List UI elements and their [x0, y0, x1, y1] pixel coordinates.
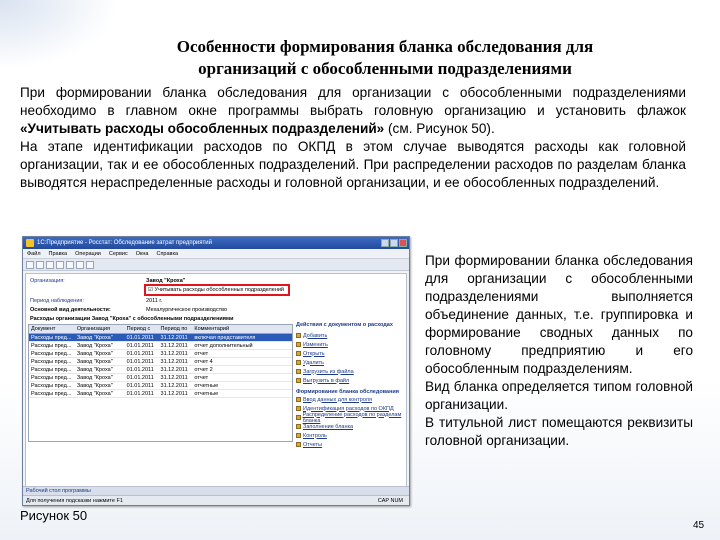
menu-bar	[23, 249, 409, 259]
cell: отчетные	[194, 383, 219, 389]
open-action[interactable]	[296, 349, 404, 358]
toolbar	[23, 259, 409, 271]
cell: Завод "Кроха"	[76, 343, 113, 349]
intro-paragraph	[20, 84, 686, 192]
doc-icon	[296, 433, 301, 438]
cell: Завод "Кроха"	[76, 367, 113, 373]
cell: Расходы пред...	[31, 375, 72, 381]
action-label: Ввод данных для контроля	[303, 396, 372, 403]
program-screenshot	[22, 236, 410, 506]
title-sheet-text: В титульной лист помещаются реквизиты головной организации.	[425, 415, 693, 448]
maximize-icon[interactable]	[390, 239, 398, 247]
cell: 01.01.2011	[126, 335, 154, 341]
action-label: Добавить	[303, 332, 328, 339]
window-titlebar	[23, 237, 409, 249]
edit-action[interactable]	[296, 340, 404, 349]
col-header[interactable]: Период с	[126, 326, 151, 332]
doc-icon	[296, 397, 301, 402]
title-line-1: Особенности формирования бланка обследования для	[176, 37, 594, 56]
action-label: Удалить	[303, 359, 324, 366]
doc-icon	[296, 424, 301, 429]
cell: Завод "Кроха"	[76, 383, 113, 389]
menu-help[interactable]: Справка	[156, 251, 179, 257]
checkbox-label: Учитывать расходы обособленных подразделений	[154, 287, 285, 293]
export-icon	[296, 378, 301, 383]
delete-action[interactable]	[296, 358, 404, 367]
table-row[interactable]	[29, 358, 292, 366]
table-row[interactable]	[29, 350, 292, 358]
cell: 31.12.2011	[160, 343, 188, 349]
doc-icon	[296, 415, 301, 420]
cell: Завод "Кроха"	[76, 375, 113, 381]
desktop-form	[25, 273, 407, 495]
cell: 31.12.2011	[160, 367, 188, 373]
control-data-action[interactable]	[296, 395, 404, 404]
minimize-icon[interactable]	[381, 239, 389, 247]
cell: Расходы пред...	[31, 335, 72, 341]
form-type-text: Вид бланка определяется типом головной организации.	[425, 379, 693, 412]
actions-panel	[296, 322, 404, 492]
table-row[interactable]	[29, 374, 292, 382]
cell: 31.12.2011	[160, 335, 188, 341]
action-label: Заполнение бланка	[303, 423, 354, 430]
cell: 01.01.2011	[126, 359, 154, 365]
cell: 01.01.2011	[126, 391, 154, 397]
import-action[interactable]	[296, 367, 404, 376]
cell: Расходы пред...	[31, 391, 72, 397]
cell: Завод "Кроха"	[76, 351, 113, 357]
slide-title	[95, 36, 675, 80]
doc-icon	[296, 442, 301, 447]
activity-label: Основной вид деятельности:	[30, 307, 111, 313]
cell: отчет 2	[194, 367, 213, 373]
cell: 01.01.2011	[126, 383, 154, 389]
app-logo-icon	[26, 239, 34, 247]
org-label[interactable]: Организация:	[30, 278, 65, 284]
window-title: 1С:Предприятие - Росстат: Обследование затрат предприятий	[37, 240, 212, 246]
reports-action[interactable]	[296, 440, 404, 449]
col-header[interactable]: Комментарий	[194, 326, 230, 332]
actions-title: Действия с документом о расходах	[296, 322, 393, 328]
menu-operations[interactable]: Операции	[75, 251, 101, 257]
cell: 01.01.2011	[126, 343, 154, 349]
action-label: Изменить	[303, 341, 328, 348]
action-label: Отчеты	[303, 441, 323, 448]
cell: 31.12.2011	[160, 391, 188, 397]
cell: 31.12.2011	[160, 375, 188, 381]
col-header[interactable]: Период по	[160, 326, 188, 332]
cell: Расходы пред...	[31, 383, 72, 389]
activity-value: Мехалургическое производство	[146, 307, 228, 313]
action-label: Выгрузить в файл	[303, 377, 350, 384]
delete-icon	[296, 360, 301, 365]
cell: Завод "Кроха"	[76, 335, 113, 341]
cell: отчет	[194, 375, 209, 381]
period-label[interactable]: Период наблюдения:	[30, 298, 84, 304]
cell: Завод "Кроха"	[76, 391, 113, 397]
title-line-2: организаций с обособленными подразделениями	[198, 59, 572, 78]
add-action[interactable]	[296, 331, 404, 340]
expenses-table	[28, 324, 293, 442]
table-row[interactable]	[29, 390, 292, 398]
open-icon[interactable]	[36, 261, 44, 269]
figure-caption: Рисунок 50	[20, 508, 88, 523]
import-icon	[296, 369, 301, 374]
doc-icon	[296, 406, 301, 411]
taskbar	[23, 486, 409, 495]
export-action[interactable]	[296, 376, 404, 385]
new-doc-icon[interactable]	[26, 261, 34, 269]
copy-icon[interactable]	[66, 261, 74, 269]
cell: 31.12.2011	[160, 351, 188, 357]
table-row[interactable]	[29, 334, 292, 342]
cell: включая представителя	[194, 335, 256, 341]
paste-icon[interactable]	[76, 261, 84, 269]
merge-text: При формировании бланка обследования для организации с обособленными подразделениями выполняется объединение данных, т.е. группировка и формирование сводных данных по головному предприятию и его обособленным подразделениям.	[425, 253, 693, 376]
cell: Расходы пред...	[31, 343, 72, 349]
action-label: Загрузить из файла	[303, 368, 354, 375]
menu-file[interactable]: Файл	[27, 251, 41, 257]
form-section-title: Формирование бланка обследования	[296, 389, 399, 395]
period-value: 2011 г.	[146, 298, 163, 304]
cell: отчет 4	[194, 359, 213, 365]
cell: 31.12.2011	[160, 359, 188, 365]
status-hint: Для получения подсказки нажмите F1	[26, 498, 123, 504]
cell: Расходы пред...	[31, 367, 72, 373]
col-header[interactable]: Документ	[31, 326, 56, 332]
check-action[interactable]	[296, 431, 404, 440]
page-number: 45	[693, 520, 705, 531]
consider-branches-checkbox[interactable]: ☑ Учитывать расходы обособленных подразделений	[148, 287, 285, 293]
cell: 31.12.2011	[160, 383, 188, 389]
action-label: Идентификация расходов по ОКПД	[303, 405, 394, 412]
table-title: Расходы организации Завод "Кроха" с обособленными подразделениями	[30, 316, 234, 322]
intro-text: При формировании бланка обследования для организации с обособленными подразделениями необходимо в главном окне программы выбрать головную организацию и установить флажок	[20, 85, 686, 118]
checkbox-name-bold: «Учитывать расходы обособленных подразделений»	[20, 121, 385, 136]
open-icon	[296, 351, 301, 356]
distribute-action[interactable]	[296, 413, 404, 422]
menu-service[interactable]: Сервис	[108, 251, 128, 257]
taskbar-desktop-item[interactable]: Рабочий стол программы	[26, 488, 91, 494]
cell: 01.01.2011	[126, 375, 154, 381]
action-label: Распределение расходов по разделам бланка	[302, 411, 402, 424]
menu-edit[interactable]: Правка	[48, 251, 68, 257]
status-bar	[23, 495, 409, 505]
action-label: Контроль	[303, 432, 327, 439]
cell: Расходы пред...	[31, 359, 72, 365]
col-header[interactable]: Организация	[76, 326, 110, 332]
org-value[interactable]: Завод "Кроха"	[146, 278, 186, 284]
identification-paragraph: На этапе идентификации расходов по ОКПД в этом случае выводятся расходы как головной организации, так и ее обособленных подразделений. При распределении расходов по разделам бланка выводятся нераспределенные расходы и головной организации, и ее обособленных подразделений.	[20, 139, 686, 190]
menu-windows[interactable]: Окна	[135, 251, 149, 257]
cell: отчет дополнительный	[194, 343, 253, 349]
intro-ref: (см. Рисунок 50).	[384, 121, 495, 136]
cell: Расходы пред...	[31, 351, 72, 357]
table-row[interactable]	[29, 342, 292, 350]
cut-icon[interactable]	[56, 261, 64, 269]
edit-icon	[296, 342, 301, 347]
status-indicators: CAP NUM	[377, 498, 403, 504]
table-header	[29, 325, 292, 334]
help-icon[interactable]	[86, 261, 94, 269]
cell: 01.01.2011	[126, 351, 154, 357]
cell: отчетные	[194, 391, 219, 397]
save-icon[interactable]	[46, 261, 54, 269]
side-paragraph	[425, 252, 693, 450]
cell: 01.01.2011	[126, 367, 154, 373]
cell: отчет	[194, 351, 209, 357]
add-icon	[296, 333, 301, 338]
action-label: Открыть	[303, 350, 325, 357]
table-row[interactable]	[29, 366, 292, 374]
table-row[interactable]	[29, 382, 292, 390]
close-icon[interactable]	[399, 239, 407, 247]
cell: Завод "Кроха"	[76, 359, 113, 365]
